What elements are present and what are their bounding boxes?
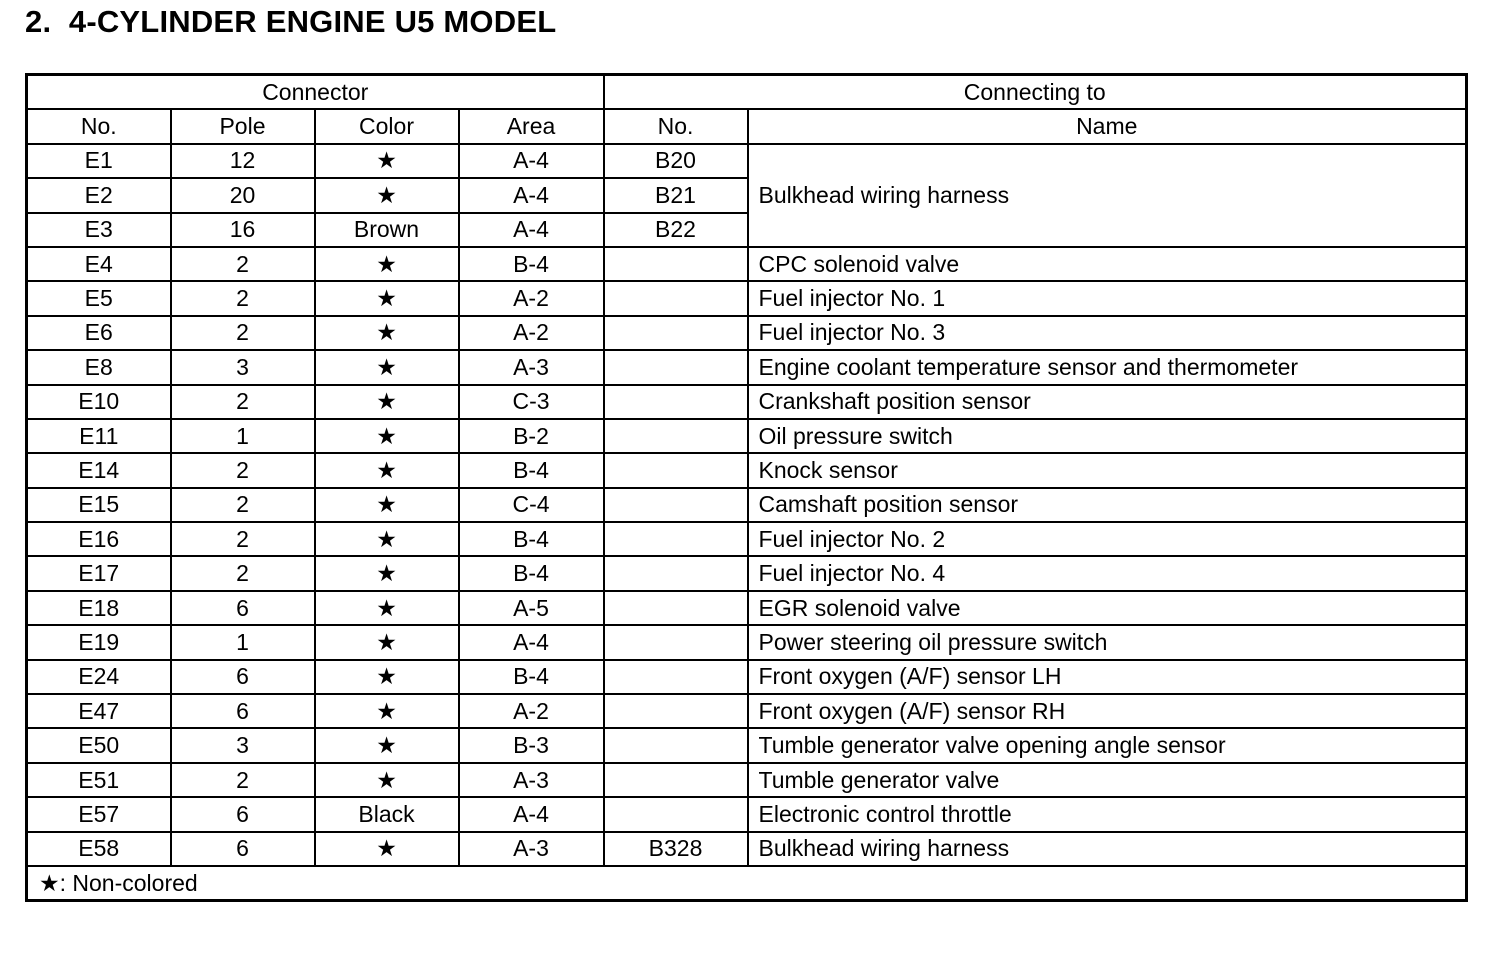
- pole-cell: 2: [171, 247, 315, 281]
- connecting-name-cell: Fuel injector No. 1: [748, 281, 1467, 315]
- connecting-name-cell: Electronic control throttle: [748, 797, 1467, 831]
- group-header-row: [27, 75, 1467, 110]
- connecting-name-cell: Fuel injector No. 2: [748, 522, 1467, 556]
- page-title: 2. 4-CYLINDER ENGINE U5 MODEL: [25, 4, 557, 39]
- connecting-no-cell: [604, 763, 748, 797]
- area-cell: A-4: [459, 213, 604, 247]
- table-row: [27, 144, 1467, 178]
- no-column-header: No.: [27, 109, 171, 143]
- color-column-header: Color: [315, 109, 459, 143]
- table-row: [27, 728, 1467, 762]
- connector-no-cell: E16: [27, 522, 171, 556]
- footnote-row: [27, 866, 1467, 901]
- color-cell: ★: [315, 522, 459, 556]
- connector-no-cell: E14: [27, 453, 171, 487]
- connector-no-cell: E3: [27, 213, 171, 247]
- pole-cell: 2: [171, 522, 315, 556]
- color-cell: ★: [315, 281, 459, 315]
- connector-no-cell: E15: [27, 488, 171, 522]
- connector-table-body: [27, 75, 1467, 901]
- connector-no-cell: E10: [27, 385, 171, 419]
- connecting-no-cell: [604, 453, 748, 487]
- connecting-name-cell: Tumble generator valve: [748, 763, 1467, 797]
- connecting-no-cell: [604, 488, 748, 522]
- connector-no-cell: E6: [27, 316, 171, 350]
- connecting-no-cell: [604, 728, 748, 762]
- color-cell: Brown: [315, 213, 459, 247]
- color-cell: ★: [315, 385, 459, 419]
- connecting-no-cell: [604, 316, 748, 350]
- connecting-no-cell: B21: [604, 178, 748, 212]
- color-cell: ★: [315, 832, 459, 866]
- connecting-name-cell: Fuel injector No. 3: [748, 316, 1467, 350]
- table-row: [27, 763, 1467, 797]
- area-cell: B-4: [459, 660, 604, 694]
- connecting-name-cell: Power steering oil pressure switch: [748, 625, 1467, 659]
- area-cell: B-4: [459, 247, 604, 281]
- table-row: [27, 488, 1467, 522]
- pole-cell: 1: [171, 625, 315, 659]
- color-cell: ★: [315, 660, 459, 694]
- color-cell: ★: [315, 591, 459, 625]
- table-row: [27, 385, 1467, 419]
- color-cell: ★: [315, 178, 459, 212]
- color-cell: ★: [315, 316, 459, 350]
- connector-no-cell: E8: [27, 350, 171, 384]
- area-cell: C-4: [459, 488, 604, 522]
- pole-cell: 2: [171, 385, 315, 419]
- connector-no-cell: E18: [27, 591, 171, 625]
- table-row: [27, 832, 1467, 866]
- connecting-no-cell: [604, 556, 748, 590]
- area-cell: A-4: [459, 144, 604, 178]
- table-row: [27, 556, 1467, 590]
- connector-group-header: Connector: [27, 75, 604, 110]
- pole-cell: 6: [171, 660, 315, 694]
- pole-cell: 2: [171, 316, 315, 350]
- connecting-name-cell: Bulkhead wiring harness: [748, 832, 1467, 866]
- connecting-name-cell: Engine coolant temperature sensor and thermometer: [748, 350, 1467, 384]
- name-column-header: Name: [748, 109, 1467, 143]
- pole-cell: 6: [171, 591, 315, 625]
- pole-cell: 2: [171, 453, 315, 487]
- connecting-no-cell: [604, 522, 748, 556]
- connector-no-cell: E4: [27, 247, 171, 281]
- area-cell: A-5: [459, 591, 604, 625]
- area-cell: A-3: [459, 763, 604, 797]
- connector-no-cell: E2: [27, 178, 171, 212]
- area-cell: A-4: [459, 625, 604, 659]
- connecting-name-cell: Tumble generator valve opening angle sensor: [748, 728, 1467, 762]
- connecting-name-cell: Knock sensor: [748, 453, 1467, 487]
- area-cell: A-2: [459, 281, 604, 315]
- pole-cell: 6: [171, 832, 315, 866]
- table-row: [27, 453, 1467, 487]
- table-row: [27, 419, 1467, 453]
- table-row: [27, 694, 1467, 728]
- connecting-no-cell: [604, 281, 748, 315]
- pole-cell: 16: [171, 213, 315, 247]
- pole-cell: 6: [171, 797, 315, 831]
- table-row: [27, 591, 1467, 625]
- connecting-name-cell: Bulkhead wiring harness: [748, 144, 1467, 247]
- connector-no-cell: E1: [27, 144, 171, 178]
- connecting-no-cell: B20: [604, 144, 748, 178]
- connecting-no-cell: [604, 797, 748, 831]
- connecting-no-cell: [604, 419, 748, 453]
- pole-cell: 12: [171, 144, 315, 178]
- area-cell: B-4: [459, 556, 604, 590]
- footnote: ★: Non-colored: [27, 866, 1467, 901]
- color-cell: Black: [315, 797, 459, 831]
- table-row: [27, 522, 1467, 556]
- connecting-no-cell: [604, 247, 748, 281]
- table-row: [27, 247, 1467, 281]
- connecting-name-cell: Crankshaft position sensor: [748, 385, 1467, 419]
- connecting-no-cell: B328: [604, 832, 748, 866]
- connecting-name-cell: Camshaft position sensor: [748, 488, 1467, 522]
- connecting-name-cell: Oil pressure switch: [748, 419, 1467, 453]
- color-cell: ★: [315, 488, 459, 522]
- area-column-header: Area: [459, 109, 604, 143]
- color-cell: ★: [315, 419, 459, 453]
- table-row: [27, 350, 1467, 384]
- color-cell: ★: [315, 556, 459, 590]
- table-row: [27, 281, 1467, 315]
- pole-cell: 2: [171, 763, 315, 797]
- connector-no-cell: E17: [27, 556, 171, 590]
- color-cell: ★: [315, 763, 459, 797]
- area-cell: A-3: [459, 350, 604, 384]
- table-row: [27, 625, 1467, 659]
- pole-cell: 2: [171, 556, 315, 590]
- pole-cell: 20: [171, 178, 315, 212]
- area-cell: A-4: [459, 178, 604, 212]
- pole-cell: 6: [171, 694, 315, 728]
- connector-no-cell: E24: [27, 660, 171, 694]
- color-cell: ★: [315, 144, 459, 178]
- connecting-no-cell: [604, 350, 748, 384]
- color-cell: ★: [315, 247, 459, 281]
- connecting-name-cell: Front oxygen (A/F) sensor RH: [748, 694, 1467, 728]
- to-no-column-header: No.: [604, 109, 748, 143]
- table-row: [27, 316, 1467, 350]
- color-cell: ★: [315, 350, 459, 384]
- connecting-no-cell: [604, 591, 748, 625]
- pole-cell: 2: [171, 488, 315, 522]
- connector-no-cell: E51: [27, 763, 171, 797]
- pole-cell: 2: [171, 281, 315, 315]
- color-cell: ★: [315, 453, 459, 487]
- column-header-row: [27, 109, 1467, 143]
- color-cell: ★: [315, 728, 459, 762]
- connecting-no-cell: [604, 694, 748, 728]
- connecting-name-cell: Fuel injector No. 4: [748, 556, 1467, 590]
- area-cell: A-4: [459, 797, 604, 831]
- area-cell: B-2: [459, 419, 604, 453]
- table-row: [27, 797, 1467, 831]
- connecting-name-cell: Front oxygen (A/F) sensor LH: [748, 660, 1467, 694]
- pole-column-header: Pole: [171, 109, 315, 143]
- color-cell: ★: [315, 694, 459, 728]
- connecting-name-cell: EGR solenoid valve: [748, 591, 1467, 625]
- area-cell: A-2: [459, 316, 604, 350]
- area-cell: B-3: [459, 728, 604, 762]
- area-cell: B-4: [459, 453, 604, 487]
- connector-no-cell: E19: [27, 625, 171, 659]
- area-cell: A-3: [459, 832, 604, 866]
- connector-no-cell: E11: [27, 419, 171, 453]
- connecting-name-cell: CPC solenoid valve: [748, 247, 1467, 281]
- connecting-no-cell: [604, 660, 748, 694]
- connecting-no-cell: [604, 625, 748, 659]
- pole-cell: 1: [171, 419, 315, 453]
- connector-no-cell: E58: [27, 832, 171, 866]
- area-cell: B-4: [459, 522, 604, 556]
- connector-no-cell: E47: [27, 694, 171, 728]
- connector-no-cell: E57: [27, 797, 171, 831]
- connector-table: [25, 73, 1468, 902]
- connecting-no-cell: B22: [604, 213, 748, 247]
- connecting-to-group-header: Connecting to: [604, 75, 1467, 110]
- table-row: [27, 660, 1467, 694]
- connecting-no-cell: [604, 385, 748, 419]
- color-cell: ★: [315, 625, 459, 659]
- connector-no-cell: E5: [27, 281, 171, 315]
- area-cell: C-3: [459, 385, 604, 419]
- area-cell: A-2: [459, 694, 604, 728]
- connector-no-cell: E50: [27, 728, 171, 762]
- pole-cell: 3: [171, 350, 315, 384]
- pole-cell: 3: [171, 728, 315, 762]
